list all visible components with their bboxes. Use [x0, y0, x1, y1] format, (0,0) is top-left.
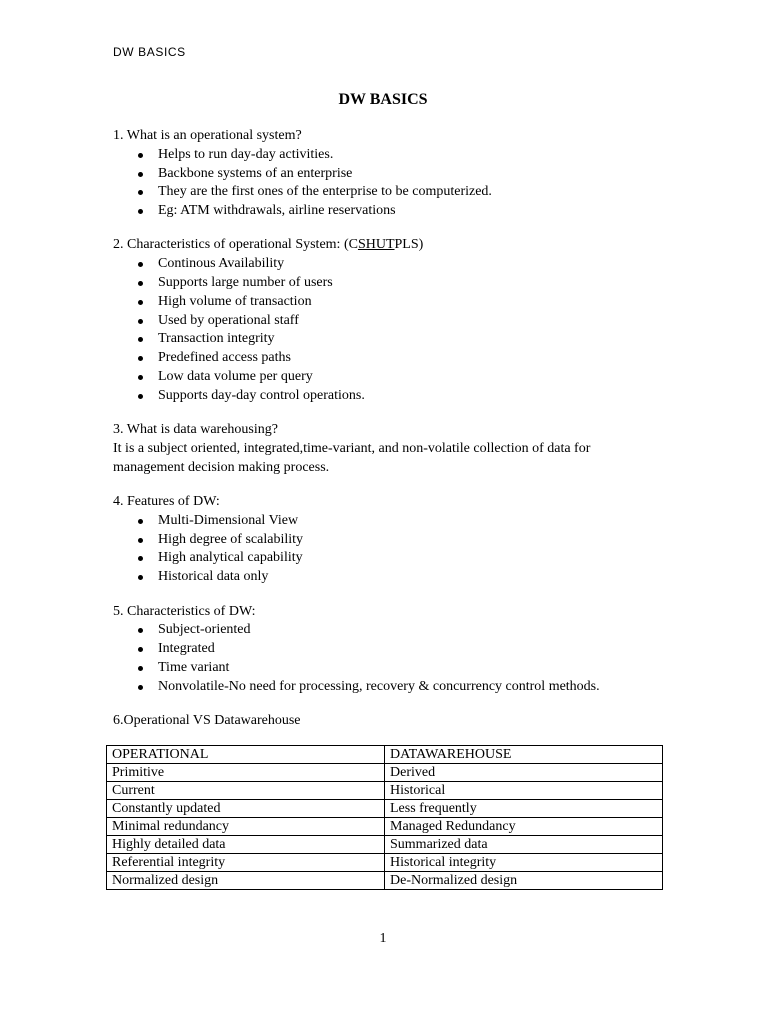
bullet-item: Supports large number of users — [113, 274, 673, 293]
bullet-list — [113, 146, 673, 221]
table-cell: Summarized data — [385, 836, 663, 854]
bullet-item: Nonvolatile-No need for processing, recovery & concurrency control methods. — [113, 678, 673, 697]
document-title: DW BASICS — [338, 91, 428, 108]
section-operational-system — [113, 127, 673, 221]
section-comparison — [113, 712, 673, 731]
table-row — [107, 836, 663, 854]
bullet-item: Backbone systems of an enterprise — [113, 165, 673, 184]
table-row — [107, 764, 663, 782]
definition-line: It is a subject oriented, integrated,time-variant, and non-volatile collection of data for — [113, 440, 591, 456]
bullet-list — [113, 512, 673, 587]
table-cell: De-Normalized design — [385, 872, 663, 890]
heading-suffix: PLS) — [394, 237, 424, 253]
bullet-item: Predefined access paths — [113, 349, 673, 368]
section-data-warehousing — [113, 421, 673, 477]
table-row — [107, 800, 663, 818]
bullet-item: High analytical capability — [113, 549, 673, 568]
table-cell: OPERATIONAL — [107, 746, 385, 764]
bullet-item: High degree of scalability — [113, 531, 673, 550]
running-header: DW BASICS — [113, 45, 186, 59]
table-cell: Historical — [385, 782, 663, 800]
comparison-table — [106, 745, 663, 890]
page-number: 1 — [379, 931, 387, 946]
bullet-item: Used by operational staff — [113, 312, 673, 331]
question-heading: 1. What is an operational system? — [113, 128, 302, 143]
heading-prefix: 2. Characteristics of operational System: (C — [113, 237, 358, 253]
question-heading: 6.Operational VS Datawarehouse — [113, 713, 301, 729]
table-cell: Normalized design — [107, 872, 385, 890]
table-cell: Less frequently — [385, 800, 663, 818]
section-operational-characteristics — [113, 236, 673, 405]
bullet-item: Continous Availability — [113, 255, 673, 274]
table-cell: Referential integrity — [107, 854, 385, 872]
bullet-item: High volume of transaction — [113, 293, 673, 312]
heading-underlined: SHUT — [357, 237, 395, 253]
bullet-list — [113, 255, 673, 405]
table-cell: Historical integrity — [385, 854, 663, 872]
bullet-item: Supports day-day control operations. — [113, 387, 673, 406]
table-header-row — [107, 746, 663, 764]
table-row — [107, 818, 663, 836]
question-heading: 5. Characteristics of DW: — [113, 603, 256, 619]
bullet-item: Transaction integrity — [113, 330, 673, 349]
bullet-item: Time variant — [113, 659, 673, 678]
table-row — [107, 854, 663, 872]
bullet-list — [113, 621, 673, 696]
table-cell: DATAWAREHOUSE — [385, 746, 663, 764]
bullet-item: Helps to run day-day activities. — [113, 146, 673, 165]
table-cell: Current — [107, 782, 385, 800]
question-heading: 4. Features of DW: — [113, 494, 220, 510]
bullet-item: They are the first ones of the enterprise to be computerized. — [113, 183, 673, 202]
table-cell: Highly detailed data — [107, 836, 385, 854]
bullet-item: Multi-Dimensional View — [113, 512, 673, 531]
section-dw-features — [113, 493, 673, 587]
table-cell: Managed Redundancy — [385, 818, 663, 836]
table-row — [107, 872, 663, 890]
bullet-item: Integrated — [113, 640, 673, 659]
document-body — [113, 127, 673, 746]
bullet-item: Low data volume per query — [113, 368, 673, 387]
question-heading — [113, 236, 673, 255]
table-cell: Primitive — [107, 764, 385, 782]
bullet-item: Eg: ATM withdrawals, airline reservations — [113, 202, 673, 221]
bullet-item: Historical data only — [113, 568, 673, 587]
section-dw-characteristics — [113, 603, 673, 697]
table-cell: Derived — [385, 764, 663, 782]
definition-line: management decision making process. — [113, 459, 330, 475]
table-cell: Constantly updated — [107, 800, 385, 818]
table-cell: Minimal redundancy — [107, 818, 385, 836]
table-row — [107, 782, 663, 800]
question-heading: 3. What is data warehousing? — [113, 422, 278, 438]
bullet-item: Subject-oriented — [113, 621, 673, 640]
